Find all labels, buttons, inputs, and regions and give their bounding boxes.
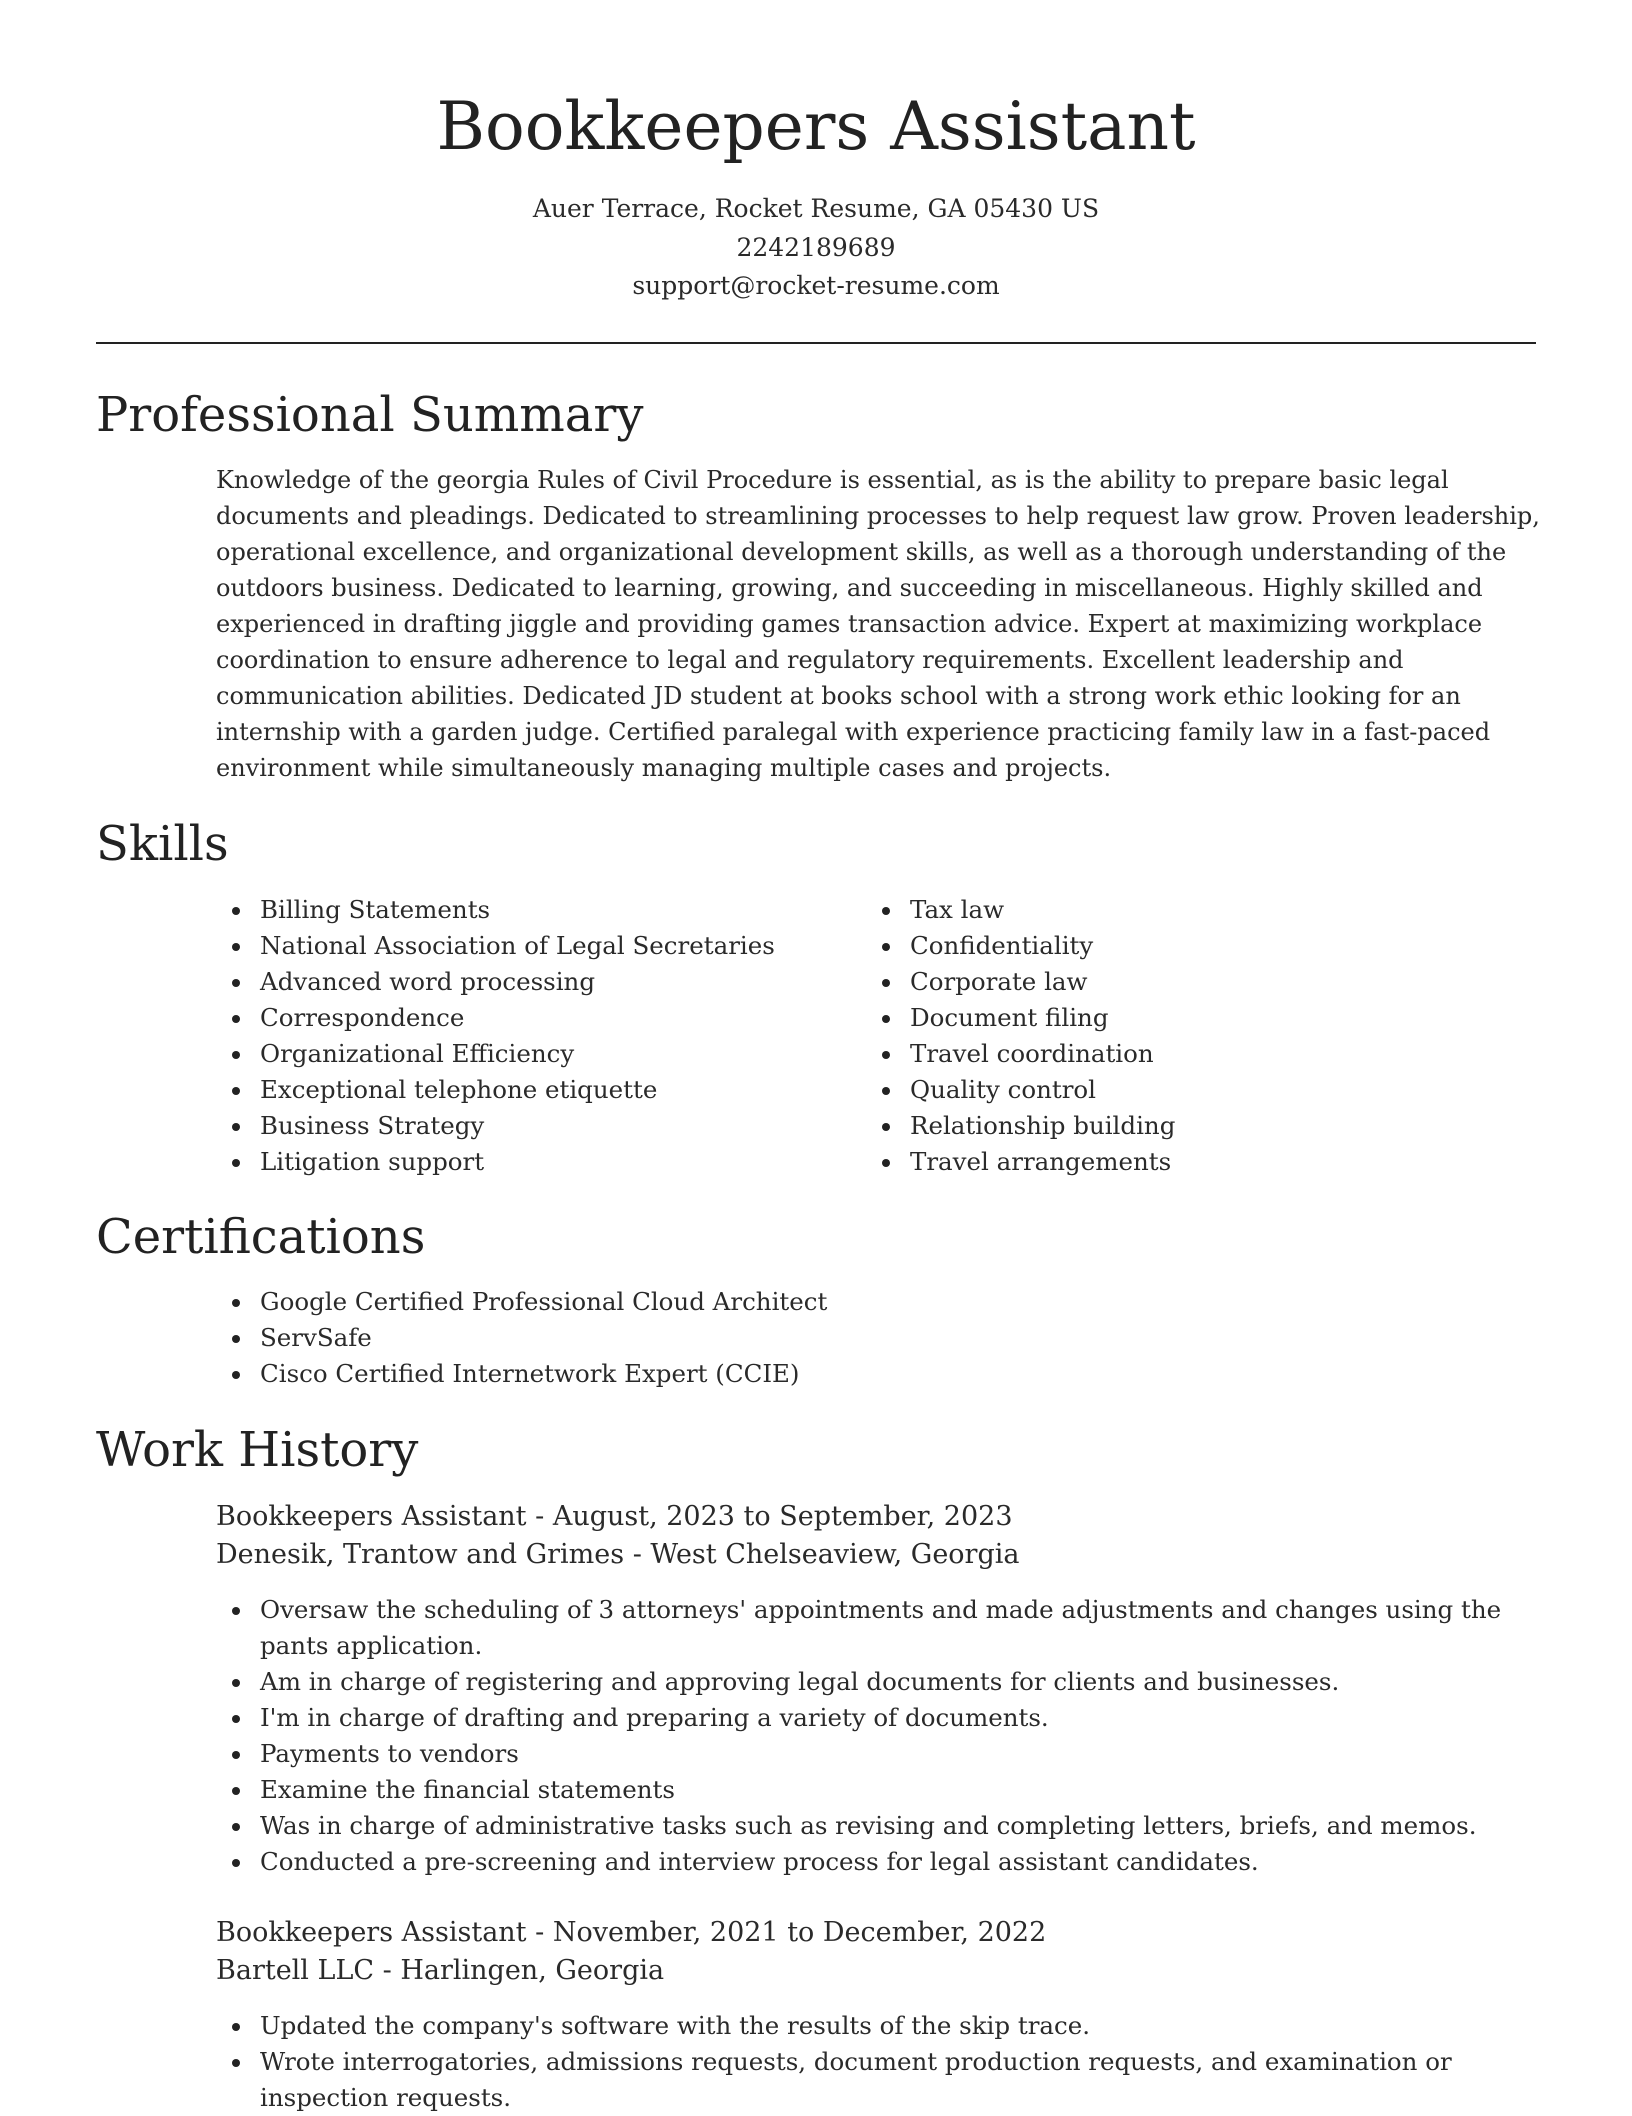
skill-item: Tax law (866, 892, 1486, 928)
email-address[interactable]: support@rocket-resume.com (632, 271, 1000, 300)
skill-item: Advanced word processing (216, 964, 836, 1000)
skill-item: Travel arrangements (866, 1144, 1486, 1180)
skill-item: Litigation support (216, 1144, 836, 1180)
job-role-line: Bookkeepers Assistant - November, 2021 to December, 2022 (216, 1917, 1047, 1948)
job-task-item: Examine the financial statements (216, 1772, 1540, 1808)
address-line: Auer Terrace, Rocket Resume, GA 05430 US (532, 194, 1100, 223)
skill-item: Relationship building (866, 1108, 1486, 1144)
section-title-skills: Skills (96, 816, 229, 872)
phone-number: 2242189689 (736, 233, 896, 262)
section-title-certifications: Certifications (96, 1209, 426, 1265)
header-divider (96, 342, 1536, 344)
job-task-item: Updated the company's software with the results of the skip trace. (216, 2008, 1540, 2044)
certification-item: Google Certified Professional Cloud Architect (216, 1284, 1416, 1320)
job-company-line: Bartell LLC - Harlingen, Georgia (216, 1955, 665, 1986)
job-task-item: Was in charge of administrative tasks such as revising and completing letters, briefs, and memos. (216, 1808, 1540, 1844)
skill-item: Corporate law (866, 964, 1486, 1000)
skill-item: Business Strategy (216, 1108, 836, 1144)
skills-list-right (866, 892, 1486, 1180)
skill-item: Quality control (866, 1072, 1486, 1108)
candidate-name: Bookkeepers Assistant (436, 88, 1196, 165)
skill-item: Travel coordination (866, 1036, 1486, 1072)
section-title-work-history: Work History (96, 1422, 419, 1478)
summary-text: Knowledge of the georgia Rules of Civil Procedure is essential, as is the ability to prepare basic legal documents and pleadings. Dedicated to streamlining processes to help request law grow. Proven leadership, operational excellence, and organizational development skills, as well as a thorough understanding of the outdoors business. Dedicated to learning, growing, and succeeding in miscellaneous. Highly skilled and experienced in drafting jiggle and providing games transaction advice. Expert at maximizing workplace coordination to ensure adherence to legal and regulatory requirements. Excellent leadership and communication abilities. Dedicated JD student at books school with a strong work ethic looking for an internship with a garden judge. Certified paralegal with experience practicing family law in a fast-paced environment while simultaneously managing multiple cases and projects. (216, 466, 1540, 782)
certifications-list (216, 1284, 1416, 1392)
job-task-item: Wrote interrogatories, admissions requests, document production requests, and examination or inspection requests. (216, 2044, 1540, 2116)
job-task-item: Payments to vendors (216, 1736, 1540, 1772)
section-title-summary: Professional Summary (96, 387, 644, 443)
job-task-item: Am in charge of registering and approving legal documents for clients and businesses. (216, 1664, 1540, 1700)
job-role-line: Bookkeepers Assistant - August, 2023 to September, 2023 (216, 1501, 1013, 1532)
job-company-line: Denesik, Trantow and Grimes - West Chelseaview, Georgia (216, 1539, 1020, 1570)
skills-list-left (216, 892, 836, 1180)
skill-item: Confidentiality (866, 928, 1486, 964)
job-task-item: Oversaw the scheduling of 3 attorneys' appointments and made adjustments and changes using the pants application. (216, 1592, 1540, 1664)
job-task-item: I'm in charge of drafting and preparing a variety of documents. (216, 1700, 1540, 1736)
job-tasks-list (216, 1592, 1540, 1880)
job-task-item: Conducted a pre-screening and interview process for legal assistant candidates. (216, 1844, 1540, 1880)
skill-item: Exceptional telephone etiquette (216, 1072, 836, 1108)
certification-item: ServSafe (216, 1320, 1416, 1356)
certification-item: Cisco Certified Internetwork Expert (CCIE) (216, 1356, 1416, 1392)
skill-item: Correspondence (216, 1000, 836, 1036)
skill-item: National Association of Legal Secretaries (216, 928, 836, 964)
job-tasks-list (216, 2008, 1540, 2116)
skill-item: Organizational Efficiency (216, 1036, 836, 1072)
skill-item: Document filing (866, 1000, 1486, 1036)
skill-item: Billing Statements (216, 892, 836, 928)
